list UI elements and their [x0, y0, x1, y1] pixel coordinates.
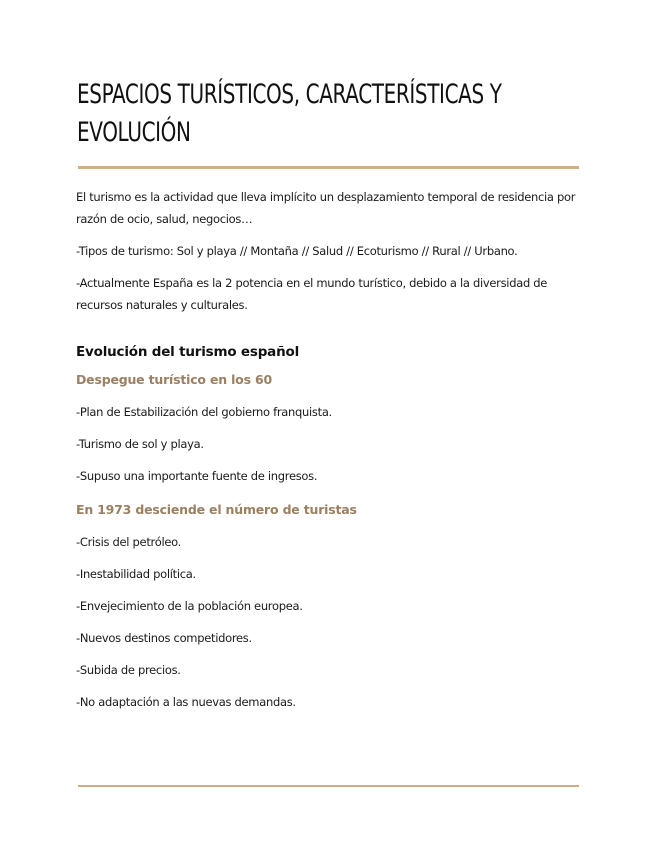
section-heading-evolution: Evolución del turismo español [76, 344, 300, 360]
title-divider [78, 166, 579, 169]
list-item: -Plan de Estabilización del gobierno franquista. [76, 405, 332, 419]
list-item: -Subida de precios. [76, 663, 181, 677]
subsection-heading-60s: Despegue turístico en los 60 [76, 372, 272, 387]
list-item: -Crisis del petróleo. [76, 535, 182, 549]
list-item: -No adaptación a las nuevas demandas. [76, 695, 296, 709]
intro-paragraph-types: -Tipos de turismo: Sol y playa // Montaña // Salud // Ecoturismo // Rural // Urbano. [76, 244, 518, 258]
list-item: -Envejecimiento de la población europea. [76, 599, 303, 613]
list-item: -Supuso una importante fuente de ingresos. [76, 469, 318, 483]
list-item: -Turismo de sol y playa. [76, 437, 204, 451]
intro-paragraph-spain: -Actualmente España es la 2 potencia en el mundo turístico, debido a la diversidad de recursos naturales y culturales. [76, 276, 548, 312]
list-item: -Nuevos destinos competidores. [76, 631, 252, 645]
footer-divider [78, 785, 579, 787]
subsection-heading-1973: En 1973 desciende el número de turistas [76, 502, 357, 517]
page-title: ESPACIOS TURÍSTICOS, CARACTERÍSTICAS Y EVOLUCIÓN [77, 79, 502, 148]
intro-paragraph-definition: El turismo es la actividad que lleva implícito un desplazamiento temporal de residencia por razón de ocio, salud, negocios… [76, 190, 576, 226]
list-item: -Inestabilidad política. [76, 567, 196, 581]
